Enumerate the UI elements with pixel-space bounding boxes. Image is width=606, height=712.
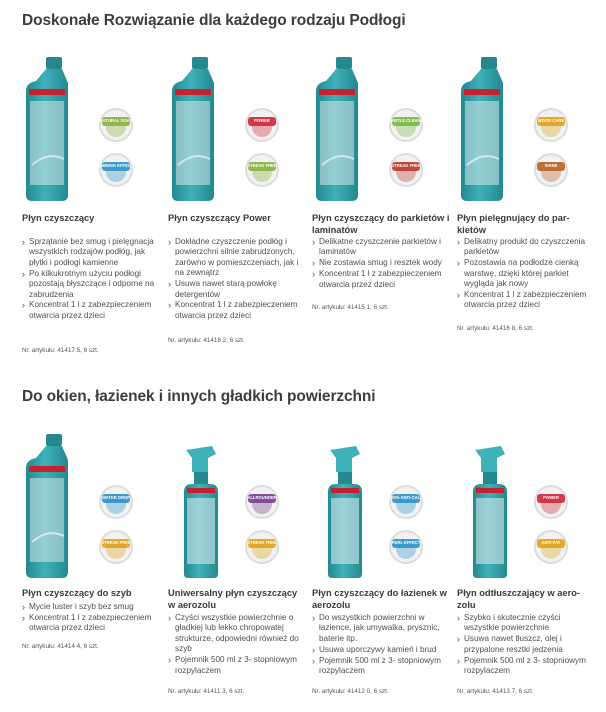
product-badge-2 bbox=[98, 529, 134, 565]
product-features bbox=[168, 613, 306, 676]
feature-item: › Po kilkukrotnym użyciu podłogi pozostają błyszczące i odporne na zabrudzenia bbox=[22, 269, 160, 300]
section-title-windows-bathrooms: Do okien, łazienek i innych gładkich powierzchni bbox=[22, 388, 376, 405]
badge-icon bbox=[98, 152, 134, 188]
feature-item: › Koncentrat 1 l z zabezpieczeniem otwarcia przez dzieci bbox=[312, 269, 450, 290]
badge-icon bbox=[244, 152, 280, 188]
feature-item: › Usuwa nawet starą powłokę detergentów bbox=[168, 279, 306, 300]
feature-item: › Usuwa uporczywy kamień i brud bbox=[312, 645, 450, 655]
product-image bbox=[168, 432, 306, 582]
product-parquet-cleaner bbox=[312, 55, 450, 311]
product-name: Płyn czyszczący Power bbox=[168, 213, 271, 223]
article-number: Nr. artykułu: 41413 7, 6 szt. bbox=[457, 688, 534, 695]
badge-icon bbox=[244, 529, 280, 565]
badge-label: GENTLE CLEANING bbox=[388, 118, 429, 123]
article-number: Nr. artykułu: 41414 4, 6 szt. bbox=[22, 643, 99, 650]
badge-icon bbox=[533, 152, 569, 188]
badge-label: POWER bbox=[254, 118, 270, 123]
feature-item: › Czyści wszystkie powierzchnie o gładkiej lub lekko chropowatej strukturze, odpowiedni również do szyb bbox=[168, 613, 306, 655]
product-features bbox=[22, 602, 160, 634]
bottle-icon bbox=[457, 55, 529, 205]
badge-icon bbox=[244, 107, 280, 143]
product-bottle bbox=[22, 55, 94, 210]
feature-item: › Delikatny produkt do czyszczenia parkietów bbox=[457, 237, 595, 258]
product-badge-2 bbox=[533, 529, 569, 565]
product-badge-2 bbox=[388, 529, 424, 565]
product-badge-2 bbox=[388, 152, 424, 188]
product-image bbox=[312, 55, 450, 205]
badge-label: STREAK FREE bbox=[247, 540, 277, 545]
product-image bbox=[168, 55, 306, 205]
article-number: Nr. artykułu: 41412 0, 6 szt. bbox=[312, 688, 389, 695]
spray-bottle-icon bbox=[312, 432, 384, 582]
bottle-icon bbox=[22, 55, 94, 205]
feature-item: › Dokładne czyszczenie podłóg i powierzchni silnie zabrudzonych, zarówno w pomieszczeniach, jak i na zewnątrz bbox=[168, 237, 306, 279]
product-name: Płyn czyszczący bbox=[22, 213, 95, 223]
feature-item: › Szybko i skutecznie czyści wszystkie powierzchnie bbox=[457, 613, 595, 634]
badge-label: WOOD CARE bbox=[537, 118, 565, 123]
badge-label: ANTI FAT bbox=[541, 540, 561, 545]
badge-icon bbox=[98, 529, 134, 565]
badge-icon bbox=[388, 152, 424, 188]
product-badge-1 bbox=[533, 484, 569, 520]
bottle-icon bbox=[168, 55, 240, 205]
product-bottle bbox=[312, 432, 384, 587]
product-bottle bbox=[457, 55, 529, 210]
product-name: Płyn odtłuszczający w aerozolu bbox=[457, 588, 580, 610]
bottle-icon bbox=[312, 55, 384, 205]
section-title-floors: Doskonałe Rozwiązanie dla każdego rodzaju Podłogi bbox=[22, 12, 406, 29]
product-name: Płyn pielęgnujący do parkietów bbox=[457, 213, 570, 235]
product-name: Płyn czyszczący do parkietów i laminatów bbox=[312, 213, 450, 235]
feature-item: › Sprzątanie bez smug i pielęgnacja wszystkich rodzajów podłóg, jak płytki i podłogi kamienne bbox=[22, 237, 160, 268]
product-features bbox=[457, 613, 595, 677]
badge-label: NATURAL SOAP bbox=[99, 118, 133, 123]
product-image bbox=[312, 432, 450, 582]
badge-label: STREAK FREE bbox=[247, 163, 277, 168]
badge-label: ALLROUNDER bbox=[247, 495, 277, 500]
product-badge-1 bbox=[388, 484, 424, 520]
product-name: Płyn czyszczący do łazienek w aerozolu bbox=[312, 588, 447, 610]
product-badge-2 bbox=[533, 152, 569, 188]
article-number: Nr. artykułu: 41411 3, 6 szt. bbox=[168, 688, 245, 695]
article-number: Nr. artykułu: 41417 5, 6 szt. bbox=[22, 347, 99, 354]
product-bottle bbox=[312, 55, 384, 210]
badge-icon bbox=[388, 484, 424, 520]
product-universal-spray bbox=[168, 432, 306, 695]
feature-item: › Nie zostawia smug i resztek wody bbox=[312, 258, 450, 268]
product-badge-1 bbox=[98, 107, 134, 143]
product-features bbox=[312, 613, 450, 677]
product-image bbox=[457, 55, 595, 205]
product-features bbox=[168, 237, 306, 322]
feature-item: › Koncentrat 1 l z zabezpieczeniem otwarcia przez dzieci bbox=[457, 290, 595, 311]
badge-label: STREAK FREE bbox=[101, 540, 131, 545]
product-features bbox=[22, 237, 160, 322]
product-degreaser-spray bbox=[457, 432, 595, 695]
badge-icon bbox=[98, 484, 134, 520]
product-badge-2 bbox=[98, 152, 134, 188]
feature-item: › Pojemnik 500 ml z 3- stopniowym rozpylaczem bbox=[312, 656, 450, 677]
badge-icon bbox=[244, 484, 280, 520]
badge-icon bbox=[98, 107, 134, 143]
feature-item: › Mycie luster i szyb bez smug bbox=[22, 602, 160, 612]
product-name: Płyn czyszczący do szyb bbox=[22, 588, 132, 598]
product-image bbox=[22, 55, 160, 205]
badge-label: WATER DROP bbox=[101, 495, 131, 500]
badge-label: POWER bbox=[543, 495, 559, 500]
spray-bottle-icon bbox=[168, 432, 240, 582]
badge-label: 100% ANTI-CALC bbox=[388, 495, 424, 500]
product-badge-1 bbox=[388, 107, 429, 143]
product-bottle bbox=[168, 55, 240, 210]
product-parquet-care bbox=[457, 55, 595, 332]
product-badge-2 bbox=[244, 152, 280, 188]
feature-item: › Koncentrat 1 l z zabezpieczeniem otwarcia przez dzieci bbox=[22, 300, 160, 321]
product-image bbox=[457, 432, 595, 582]
product-bottle bbox=[22, 432, 94, 587]
badge-icon bbox=[533, 484, 569, 520]
badge-icon bbox=[388, 529, 424, 565]
badge-label: SHINING EFFECT bbox=[98, 163, 134, 168]
product-badge-1 bbox=[244, 484, 280, 520]
product-image bbox=[22, 432, 160, 582]
product-features bbox=[312, 237, 450, 291]
product-bottle bbox=[168, 432, 240, 587]
product-floor-cleaner-power bbox=[168, 55, 306, 344]
article-number: Nr. artykułu: 41416 8, 6 szt. bbox=[457, 325, 534, 332]
badge-icon bbox=[388, 107, 429, 143]
product-badge-1 bbox=[98, 484, 134, 520]
spray-bottle-icon bbox=[457, 432, 529, 582]
product-badge-1 bbox=[244, 107, 280, 143]
product-features bbox=[457, 237, 595, 311]
feature-item: › Pozostawia na podłodze cienką warstwę, dzięki której parkiet wygląda jak nowy bbox=[457, 258, 595, 289]
product-badge-1 bbox=[533, 107, 569, 143]
product-bottle bbox=[457, 432, 529, 587]
product-name: Uniwersalny płyn czyszczący w aerozolu bbox=[168, 588, 298, 610]
badge-label: STREAK FREE bbox=[391, 163, 421, 168]
product-badge-2 bbox=[244, 529, 280, 565]
feature-item: › Koncentrat 1 l z zabezpieczeniem otwarcia przez dzieci bbox=[22, 613, 160, 634]
product-floor-cleaner bbox=[22, 55, 160, 354]
product-glass-cleaner bbox=[22, 432, 160, 650]
article-number: Nr. artykułu: 41415 1, 6 szt. bbox=[312, 304, 389, 311]
feature-item: › Delikatne czyszczenie parkietów i laminatów bbox=[312, 237, 450, 258]
badge-icon bbox=[533, 107, 569, 143]
feature-item: › Usuwa nawet tłuszcz, olej i przypalone resztki jedzenia bbox=[457, 634, 595, 655]
feature-item: › Pojemnik 500 ml z 3- stopniowym rozpylaczem bbox=[457, 656, 595, 677]
product-bathroom-spray bbox=[312, 432, 450, 695]
feature-item: › Do wszystkich powierzchni w łazience, jak umywalka, prysznic, baterie itp. bbox=[312, 613, 450, 644]
badge-label: SHINE bbox=[544, 163, 558, 168]
feature-item: › Koncentrat 1 l z zabezpieczeniem otwarcia przez dzieci bbox=[168, 300, 306, 321]
article-number: Nr. artykułu: 41418 2, 6 szt. bbox=[168, 337, 245, 344]
bottle-icon bbox=[22, 432, 94, 582]
badge-icon bbox=[533, 529, 569, 565]
feature-item: › Pojemnik 500 ml z 3- stopniowym rozpylaczem bbox=[168, 655, 306, 676]
badge-label: PERL EFFECT bbox=[391, 540, 421, 545]
